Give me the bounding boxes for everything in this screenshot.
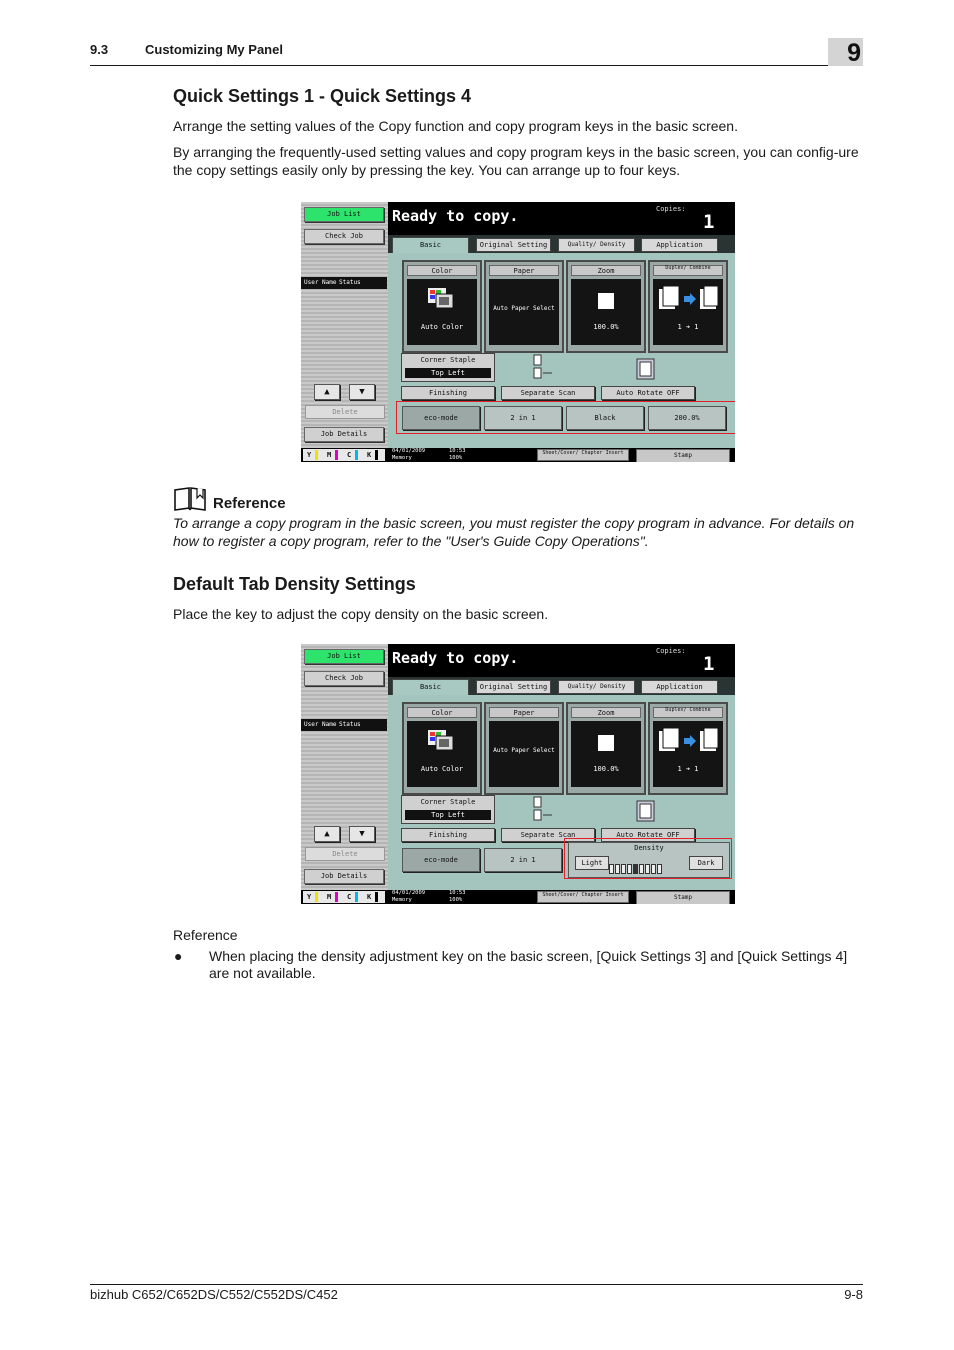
zoom-tile[interactable] (566, 260, 646, 353)
status-header: Status (339, 721, 361, 728)
paper-tile[interactable] (484, 260, 564, 353)
section-title: Customizing My Panel (145, 42, 283, 57)
corner-staple-title: Corner Staple (420, 798, 476, 806)
basic-tab-content (388, 253, 735, 448)
time-memory-value (449, 890, 466, 904)
corner-staple-value: Top Left (405, 368, 491, 378)
panel-screenshot-density (301, 644, 735, 904)
time-memory-value (449, 448, 466, 462)
basic-tab-content (388, 695, 735, 890)
user-name-header: User Name (304, 279, 337, 286)
check-job-button[interactable]: Check Job (304, 229, 384, 244)
duplex-tile[interactable] (648, 702, 728, 795)
quick-setting-1-button[interactable]: eco-mode (402, 848, 480, 872)
date: 04/01/2009 (392, 890, 426, 896)
zoom-body (571, 279, 641, 345)
sheet-cover-insert-button[interactable]: Sheet/Cover/ Chapter Insert (537, 449, 629, 461)
date-memory (392, 448, 425, 462)
copies-label: Copies: (656, 647, 686, 655)
job-list-button[interactable]: Job List (304, 649, 384, 664)
duplex-label: Duplex/ Combine (653, 707, 723, 718)
memory-label: Memory (392, 897, 412, 903)
footer-model: bizhub C652/C652DS/C552/C552DS/C452 (90, 1287, 338, 1302)
date: 04/01/2009 (392, 448, 426, 454)
separate-scan-button[interactable]: Separate Scan (501, 828, 595, 842)
color-value: Auto Color (420, 323, 464, 331)
reference2-label: Reference (173, 927, 238, 943)
status-bar (301, 448, 735, 462)
message-bar (388, 202, 735, 235)
color-body (407, 721, 477, 787)
auto-rotate-icon (636, 358, 656, 380)
zoom-icon (597, 292, 615, 310)
duplex-body (653, 721, 723, 787)
staple-position-icon (532, 796, 554, 822)
status-bar (301, 890, 735, 904)
auto-color-icon (427, 287, 455, 309)
color-body (407, 279, 477, 345)
auto-rotate-button[interactable]: Auto Rotate OFF (601, 386, 695, 400)
section1-para2: By arranging the frequently-used setting values and copy program keys in the basic screen, you can config-ure the copy settings easily only by pressing the key. You can arrange up to four keys. (173, 144, 859, 178)
stamp-button[interactable]: Stamp (636, 891, 730, 904)
paper-value: Auto Paper Select (493, 747, 555, 754)
zoom-label: Zoom (571, 265, 641, 276)
tab-bar (388, 677, 735, 695)
tab-bar (388, 235, 735, 253)
job-list-header (301, 719, 387, 731)
toner-k-label: K (367, 451, 372, 459)
paper-body (489, 721, 559, 787)
paper-value: Auto Paper Select (493, 305, 555, 312)
time: 10:53 (449, 890, 466, 896)
reference2-bullet: When placing the density adjustment key on the basic screen, [Quick Settings 3] and [Quick Settings 4] are not available. (209, 948, 848, 981)
footer-page-number: 9-8 (844, 1287, 863, 1302)
duplex-body (653, 279, 723, 345)
density-dark-button[interactable]: Dark (689, 856, 723, 870)
stamp-button[interactable]: Stamp (636, 449, 730, 462)
corner-staple-button[interactable] (401, 353, 495, 382)
memory-label: Memory (392, 455, 412, 461)
section-number: 9.3 (90, 42, 109, 57)
job-details-button[interactable]: Job Details (304, 427, 384, 442)
auto-rotate-button[interactable]: Auto Rotate OFF (601, 828, 695, 842)
auto-rotate-icon (636, 800, 656, 822)
tab-quality-density[interactable]: Quality/ Density (558, 238, 635, 252)
copies-label: Copies: (656, 205, 686, 213)
finishing-button[interactable]: Finishing (401, 828, 495, 842)
ready-message: Ready to copy. (392, 649, 519, 667)
header-rule (90, 65, 863, 66)
section2-para1: Place the key to adjust the copy density on the basic screen. (173, 606, 549, 622)
zoom-value: 100.0% (593, 323, 619, 331)
toner-levels (303, 891, 385, 903)
status-header: Status (339, 279, 361, 286)
toner-m-label: M (327, 451, 332, 459)
job-details-button[interactable]: Job Details (304, 869, 384, 884)
tab-application[interactable]: Application (641, 680, 718, 694)
bullet-marker: ● (174, 948, 183, 964)
duplex-tile[interactable] (648, 260, 728, 353)
toner-m-label: M (327, 893, 332, 901)
quick-settings-highlight (396, 401, 735, 434)
zoom-tile[interactable] (566, 702, 646, 795)
color-label: Color (407, 265, 477, 276)
check-job-button[interactable]: Check Job (304, 671, 384, 686)
staple-position-icon (532, 354, 554, 380)
scroll-down-button[interactable]: ▼ (349, 384, 375, 400)
section1-para1: Arrange the setting values of the Copy function and copy program keys in the basic screen. (173, 118, 738, 134)
tab-quality-density[interactable]: Quality/ Density (558, 680, 635, 694)
delete-button[interactable]: Delete (305, 847, 385, 861)
quick-setting-2-button[interactable]: 2 in 1 (484, 406, 562, 430)
left-panel (301, 644, 388, 890)
color-label: Color (407, 707, 477, 718)
date-memory (392, 890, 425, 904)
footer-rule (90, 1284, 863, 1285)
copies-value: 1 (703, 211, 715, 233)
corner-staple-value: Top Left (405, 810, 491, 820)
density-label: Density (634, 844, 664, 852)
toner-y-label: Y (307, 893, 312, 901)
scroll-down-button[interactable]: ▼ (349, 826, 375, 842)
duplex-icon (658, 727, 720, 755)
tab-basic[interactable]: Basic (392, 237, 469, 254)
color-tile[interactable] (402, 260, 482, 353)
job-list-header (301, 277, 387, 289)
zoom-icon (597, 734, 615, 752)
quick-setting-4-button[interactable]: 200.0% (648, 406, 726, 430)
paper-label: Paper (489, 707, 559, 718)
paper-label: Paper (489, 265, 559, 276)
section1-heading: Quick Settings 1 - Quick Settings 4 (173, 86, 472, 106)
tab-application[interactable]: Application (641, 238, 718, 252)
memory-value: 100% (449, 455, 463, 461)
duplex-label: Duplex/ Combine (653, 265, 723, 276)
scroll-up-button[interactable]: ▲ (314, 384, 340, 400)
paper-tile[interactable] (484, 702, 564, 795)
copies-value: 1 (703, 653, 715, 675)
duplex-value: 1 ➔ 1 (677, 323, 699, 331)
section2-heading: Default Tab Density Settings (173, 574, 416, 594)
job-list-button[interactable]: Job List (304, 207, 384, 222)
zoom-value: 100.0% (593, 765, 619, 773)
tab-original-setting[interactable]: Original Setting (476, 680, 551, 694)
toner-c-label: C (347, 893, 352, 901)
duplex-icon (658, 285, 720, 313)
tab-original-setting[interactable]: Original Setting (476, 238, 551, 252)
scroll-up-button[interactable]: ▲ (314, 826, 340, 842)
delete-button[interactable]: Delete (305, 405, 385, 419)
reference-book-icon (173, 486, 207, 512)
reference-text: To arrange a copy program in the basic screen, you must register the copy program in advance. For details on how to register a copy program, refer to the "User's Guide Copy Operations". (173, 515, 855, 549)
panel-screenshot-quick-settings (301, 202, 735, 462)
zoom-body (571, 721, 641, 787)
memory-value: 100% (449, 897, 463, 903)
left-panel (301, 202, 388, 448)
ready-message: Ready to copy. (392, 207, 519, 225)
toner-levels (303, 449, 385, 461)
color-tile[interactable] (402, 702, 482, 795)
density-highlight (564, 838, 732, 879)
time: 10:53 (449, 448, 466, 454)
zoom-label: Zoom (571, 707, 641, 718)
sheet-cover-insert-button[interactable]: Sheet/Cover/ Chapter Insert (537, 891, 629, 903)
duplex-value: 1 ➔ 1 (677, 765, 699, 773)
quick-setting-2-button[interactable]: 2 in 1 (484, 848, 562, 872)
color-value: Auto Color (420, 765, 464, 773)
tab-basic[interactable]: Basic (392, 679, 469, 696)
density-light-button[interactable]: Light (575, 856, 609, 870)
reference-label: Reference (213, 495, 286, 512)
toner-y-label: Y (307, 451, 312, 459)
corner-staple-button[interactable] (401, 795, 495, 824)
paper-body (489, 279, 559, 345)
chapter-number: 9 (828, 38, 863, 66)
auto-color-icon (427, 729, 455, 751)
finishing-button[interactable]: Finishing (401, 386, 495, 400)
toner-k-label: K (367, 893, 372, 901)
separate-scan-button[interactable]: Separate Scan (501, 386, 595, 400)
quick-setting-1-button[interactable]: eco-mode (402, 406, 480, 430)
quick-setting-3-button[interactable]: Black (566, 406, 644, 430)
toner-c-label: C (347, 451, 352, 459)
user-name-header: User Name (304, 721, 337, 728)
message-bar (388, 644, 735, 677)
corner-staple-title: Corner Staple (420, 356, 476, 364)
